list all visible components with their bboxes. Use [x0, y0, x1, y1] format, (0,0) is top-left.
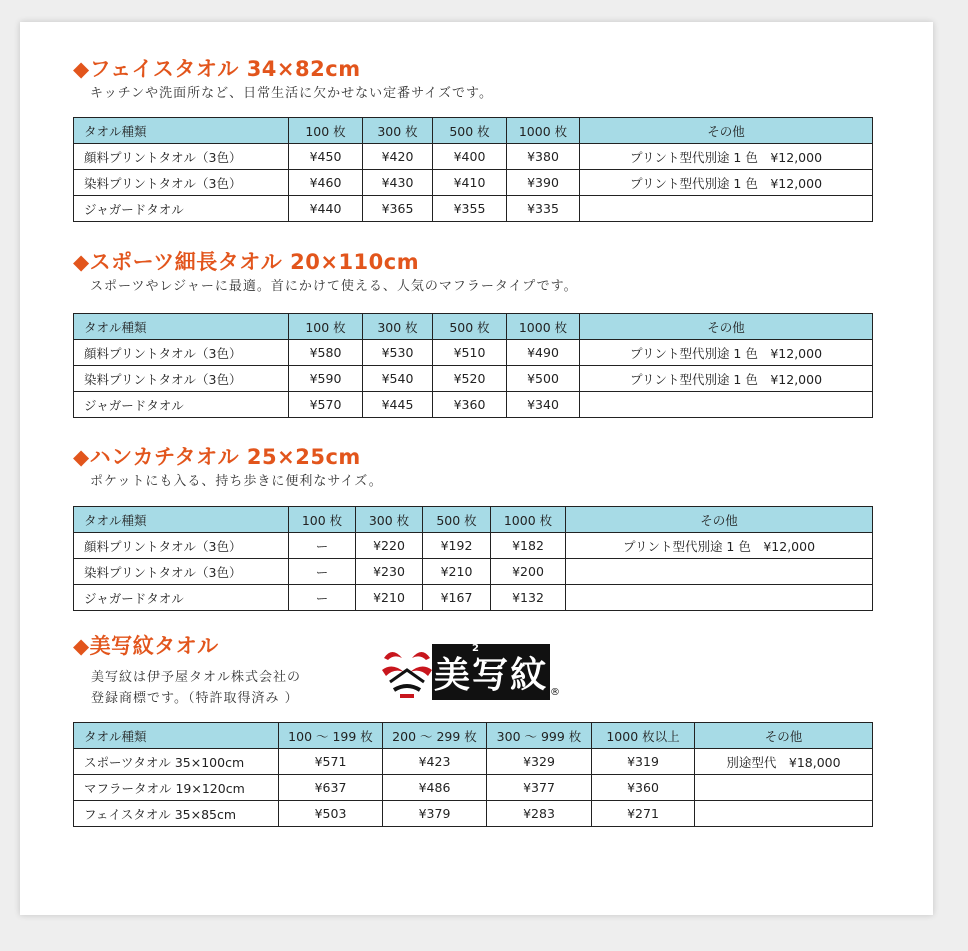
table-cell: ¥423: [383, 749, 487, 775]
table-row: [74, 533, 873, 559]
table-cell: [566, 585, 873, 611]
table-row: [74, 340, 873, 366]
header-cell: 500 枚: [423, 507, 491, 533]
header-cell: その他: [566, 507, 873, 533]
table-cell: ¥420: [363, 144, 433, 170]
bishamon-towel-section: [73, 633, 219, 659]
face-towel-table: [73, 117, 873, 222]
table-cell: ¥445: [363, 392, 433, 418]
table-row: [74, 392, 873, 418]
table-cell: [695, 775, 873, 801]
face-towel-section: [73, 56, 493, 103]
table-cell: 顔料プリントタオル（3色）: [74, 144, 289, 170]
bishamon-towel-title: ◆美写紋タオル: [73, 634, 219, 658]
table-cell: プリント型代別途 1 色 ¥12,000: [580, 170, 873, 196]
table-cell: ¥510: [433, 340, 507, 366]
header-cell: 500 枚: [433, 118, 507, 144]
table-cell: [566, 559, 873, 585]
table-cell: ¥377: [487, 775, 592, 801]
header-cell: その他: [695, 723, 873, 749]
table-cell: 顔料プリントタオル（3色）: [74, 340, 289, 366]
header-cell: 1000 枚: [507, 314, 580, 340]
table-cell: プリント型代別途 1 色 ¥12,000: [580, 366, 873, 392]
table-cell: 染料プリントタオル（3色）: [74, 366, 289, 392]
table-cell: マフラータオル 19×120cm: [74, 775, 279, 801]
table-row: [74, 801, 873, 827]
table-cell: ¥340: [507, 392, 580, 418]
table-cell: ー: [289, 585, 356, 611]
table-cell: ¥220: [356, 533, 423, 559]
header-cell: 1000 枚: [507, 118, 580, 144]
table-cell: ¥380: [507, 144, 580, 170]
table-cell: ¥360: [592, 775, 695, 801]
header-cell: 500 枚: [433, 314, 507, 340]
table-cell: ¥590: [289, 366, 363, 392]
bishamon-logo: [380, 640, 560, 704]
table-cell: プリント型代別途 1 色 ¥12,000: [580, 144, 873, 170]
table-row: [74, 366, 873, 392]
table-cell: ¥500: [507, 366, 580, 392]
table-header-row: [74, 118, 873, 144]
logo-wordmark-box: [432, 644, 550, 700]
table-cell: ¥450: [289, 144, 363, 170]
table-cell: プリント型代別途 1 色 ¥12,000: [566, 533, 873, 559]
header-cell: 300 枚: [363, 118, 433, 144]
hand-towel-description: ポケットにも入る、持ち歩きに便利なサイズ。: [90, 474, 383, 489]
table-cell: 染料プリントタオル（3色）: [74, 170, 289, 196]
table-row: [74, 196, 873, 222]
table-cell: ¥520: [433, 366, 507, 392]
table-cell: ¥637: [279, 775, 383, 801]
table-cell: ジャガードタオル: [74, 196, 289, 222]
table-cell: ¥182: [491, 533, 566, 559]
table-cell: ¥230: [356, 559, 423, 585]
table-cell: ¥355: [433, 196, 507, 222]
table-cell: ¥379: [383, 801, 487, 827]
table-cell: ¥486: [383, 775, 487, 801]
logo-superscript: 2: [472, 643, 479, 654]
header-cell: タオル種類: [74, 507, 289, 533]
table-row: [74, 585, 873, 611]
logo-wordmark: 美写紋: [433, 653, 548, 696]
header-cell: その他: [580, 118, 873, 144]
header-cell: タオル種類: [74, 118, 289, 144]
table-cell: 別途型代 ¥18,000: [695, 749, 873, 775]
bishamon-towel-table: [73, 722, 873, 827]
table-cell: プリント型代別途 1 色 ¥12,000: [580, 340, 873, 366]
table-cell: ¥200: [491, 559, 566, 585]
table-cell: ¥390: [507, 170, 580, 196]
table-cell: ¥365: [363, 196, 433, 222]
table-cell: ¥440: [289, 196, 363, 222]
table-cell: ¥430: [363, 170, 433, 196]
header-cell: タオル種類: [74, 723, 279, 749]
header-cell: 100 枚: [289, 507, 356, 533]
table-row: [74, 559, 873, 585]
table-cell: ¥132: [491, 585, 566, 611]
table-cell: ¥329: [487, 749, 592, 775]
table-cell: ¥570: [289, 392, 363, 418]
table-cell: ¥210: [423, 559, 491, 585]
table-row: [74, 749, 873, 775]
table-cell: ¥503: [279, 801, 383, 827]
kabuki-mask-icon: [380, 640, 434, 702]
header-cell: 100 枚: [289, 118, 363, 144]
header-cell: 100 〜 199 枚: [279, 723, 383, 749]
table-cell: ¥530: [363, 340, 433, 366]
header-cell: 300 枚: [356, 507, 423, 533]
table-row: [74, 170, 873, 196]
table-cell: ¥319: [592, 749, 695, 775]
table-cell: ¥490: [507, 340, 580, 366]
table-cell: ¥540: [363, 366, 433, 392]
table-header-row: [74, 723, 873, 749]
table-cell: ¥580: [289, 340, 363, 366]
header-cell: その他: [580, 314, 873, 340]
table-cell: ジャガードタオル: [74, 585, 289, 611]
hand-towel-section: [73, 444, 383, 491]
table-cell: [580, 196, 873, 222]
table-cell: ¥283: [487, 801, 592, 827]
table-cell: [695, 801, 873, 827]
header-cell: 1000 枚: [491, 507, 566, 533]
table-cell: ¥210: [356, 585, 423, 611]
sports-towel-description: スポーツやレジャーに最適。首にかけて使える、人気のマフラータイプです。: [90, 279, 578, 294]
header-cell: 1000 枚以上: [592, 723, 695, 749]
table-cell: スポーツタオル 35×100cm: [74, 749, 279, 775]
hand-towel-title: ◆ハンカチタオル 25×25cm: [73, 445, 361, 469]
registered-mark: ®: [550, 687, 560, 698]
table-cell: ¥167: [423, 585, 491, 611]
table-cell: ー: [289, 559, 356, 585]
table-cell: ¥400: [433, 144, 507, 170]
face-towel-title: ◆フェイスタオル 34×82cm: [73, 57, 361, 81]
header-cell: 100 枚: [289, 314, 363, 340]
sports-towel-section: [73, 249, 578, 296]
table-cell: 染料プリントタオル（3色）: [74, 559, 289, 585]
table-row: [74, 144, 873, 170]
table-header-row: [74, 314, 873, 340]
table-cell: ¥410: [433, 170, 507, 196]
header-cell: タオル種類: [74, 314, 289, 340]
table-cell: ¥335: [507, 196, 580, 222]
trademark-note-line2: 登録商標です。（特許取得済み ）: [91, 691, 299, 706]
table-cell: 顔料プリントタオル（3色）: [74, 533, 289, 559]
table-cell: ¥360: [433, 392, 507, 418]
table-cell: ¥271: [592, 801, 695, 827]
table-cell: ¥571: [279, 749, 383, 775]
header-cell: 300 枚: [363, 314, 433, 340]
hand-towel-table: [73, 506, 873, 611]
table-header-row: [74, 507, 873, 533]
header-cell: 300 〜 999 枚: [487, 723, 592, 749]
table-cell: フェイスタオル 35×85cm: [74, 801, 279, 827]
header-cell: 200 〜 299 枚: [383, 723, 487, 749]
table-cell: ¥460: [289, 170, 363, 196]
table-cell: ジャガードタオル: [74, 392, 289, 418]
table-cell: ー: [289, 533, 356, 559]
sports-towel-table: [73, 313, 873, 418]
trademark-note-line1: 美写紋は伊予屋タオル株式会社の: [91, 670, 302, 685]
face-towel-description: キッチンや洗面所など、日常生活に欠かせない定番サイズです。: [90, 86, 494, 101]
table-row: [74, 775, 873, 801]
table-cell: [580, 392, 873, 418]
table-cell: ¥192: [423, 533, 491, 559]
sports-towel-title: ◆スポーツ細長タオル 20×110cm: [73, 250, 420, 274]
